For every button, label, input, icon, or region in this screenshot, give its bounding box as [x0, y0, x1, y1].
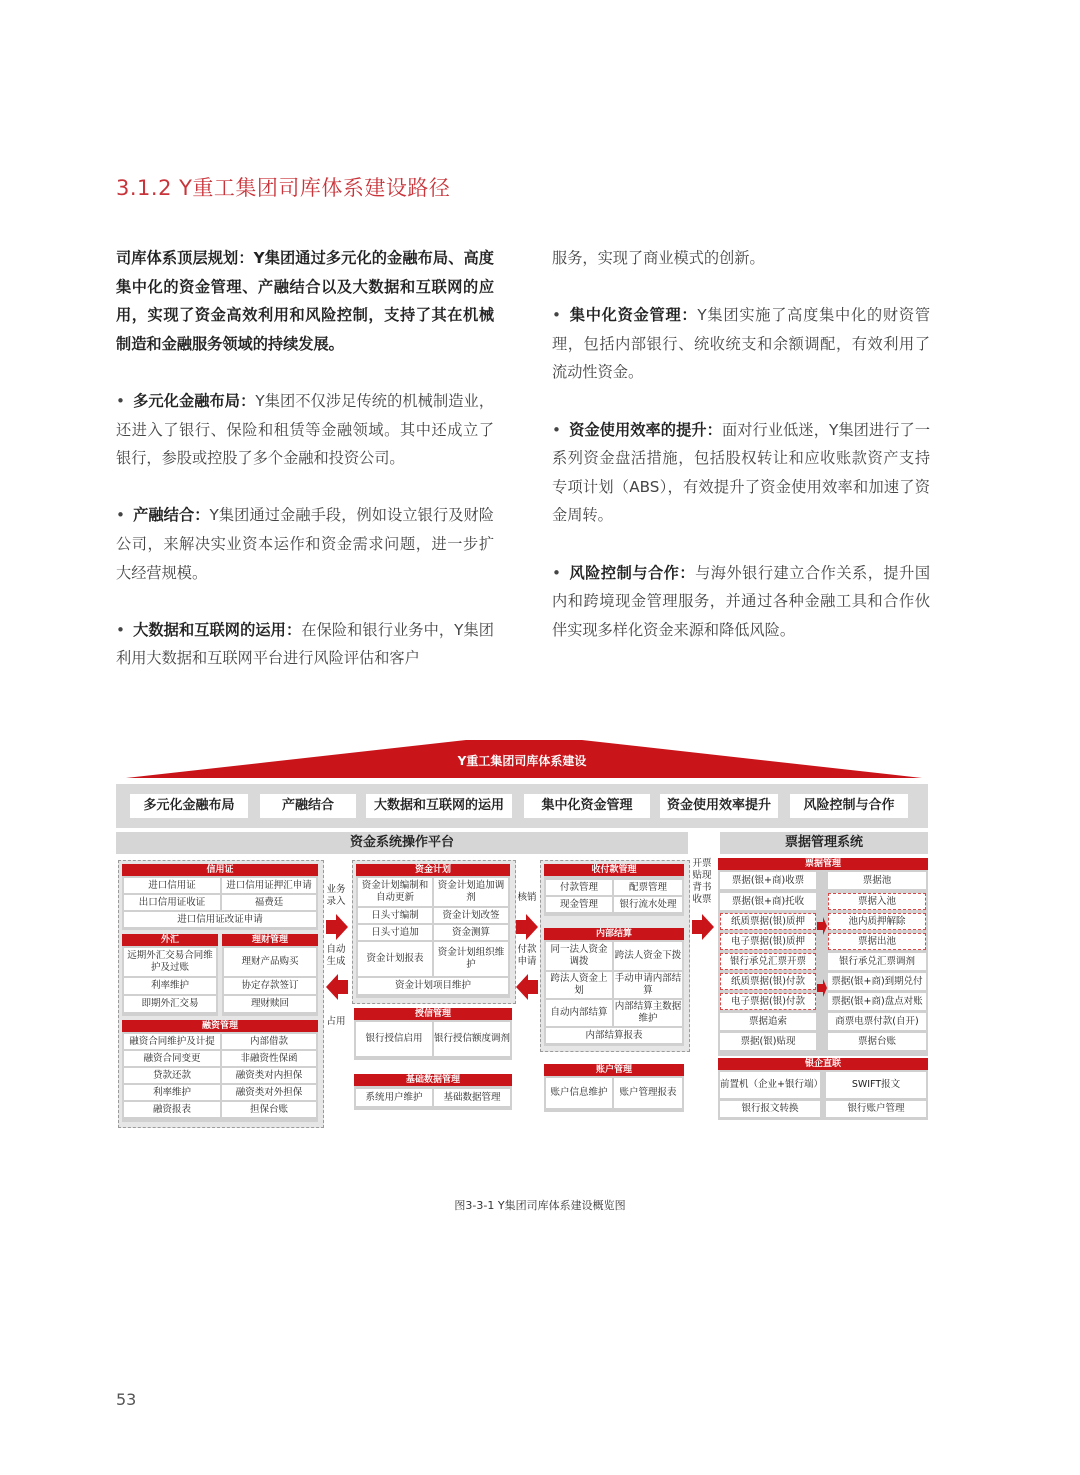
- credit-mgmt-section: [354, 1008, 512, 1060]
- bullet-paragraph: • 资金使用效率的提升：面对行业低迷，Y集团进行了一系列资金盘活措施，包括股权转让和应收账款资产支持专项计划（ABS），有效提升了资金使用效率和加速了资金周转。: [552, 420, 931, 525]
- section-title: 票据管理: [718, 858, 928, 870]
- right-arrow-icon: [516, 914, 538, 940]
- cell: 自动内部结算: [546, 1000, 612, 1026]
- bullet-icon: •: [552, 563, 561, 582]
- cell: 担保台账: [222, 1102, 316, 1117]
- cell: 前置机（企业+银行端）: [720, 1072, 820, 1098]
- cell: 利率维护: [124, 978, 216, 994]
- account-section: [544, 1064, 684, 1112]
- pillar-item: 资金使用效率提升: [660, 794, 778, 818]
- cell: 银行授信启用: [356, 1022, 432, 1056]
- bullet-paragraph: • 大数据和互联网的运用：在保险和银行业务中，Y集团利用大数据和互联网平台进行风险评估和客户: [116, 620, 494, 668]
- cell: 纸质票据(银)质押: [720, 913, 816, 930]
- cell: 票据出池: [828, 933, 926, 950]
- credit-section: [122, 864, 318, 930]
- section-title: 账户管理: [544, 1064, 684, 1076]
- flow-label: 付款申请: [517, 944, 537, 967]
- internal-settlement-section: [544, 928, 684, 1046]
- cell: 进口信用证: [124, 878, 220, 893]
- bank-direct-section: [718, 1058, 928, 1120]
- cell: 银行账户管理: [826, 1101, 926, 1117]
- flow-label: 核销: [517, 892, 537, 903]
- diagram-title: Y重工集团司库体系建设: [457, 754, 587, 768]
- cell: 商票电票付款(自开): [828, 1013, 926, 1030]
- cell: 电子票据(银)质押: [720, 933, 816, 950]
- cell: 基础数据管理: [434, 1089, 510, 1106]
- cell: 银行报文转换: [720, 1101, 820, 1117]
- receipt-section: [544, 864, 684, 916]
- cell: 远期外汇交易合同维护及过账: [124, 948, 216, 976]
- cell: 即期外汇交易: [124, 996, 216, 1012]
- cell: 出口信用证收证: [124, 895, 220, 910]
- bullet-paragraph: • 集中化资金管理：Y集团实施了高度集中化的财资管理，包括内部银行、统收统支和余额调配，有效利用了流动性资金。: [552, 306, 931, 382]
- bullet-icon: •: [552, 306, 561, 325]
- cell: 银行授信额度调剂: [434, 1022, 510, 1056]
- cell: 融资类对内担保: [222, 1068, 316, 1083]
- pillar-item: 集中化资金管理: [524, 794, 650, 818]
- section-title: 基础数据管理: [354, 1074, 512, 1086]
- fx-section: [122, 934, 218, 1016]
- cell: 理财产品购买: [224, 948, 316, 976]
- cell: 账户信息维护: [546, 1078, 612, 1108]
- cell: 电子票据(银)付款: [720, 993, 816, 1010]
- pillar-item: 风险控制与合作: [790, 794, 908, 818]
- flow-label: 开票贴现背书收票: [692, 858, 712, 905]
- cell: 内部结算主数据维护: [614, 1001, 682, 1024]
- bullet-icon: •: [116, 506, 125, 525]
- treasury-diagram: [116, 738, 928, 1128]
- flow-label: 自动生成: [326, 944, 346, 967]
- cell: 资金计划编制和自动更新: [358, 878, 432, 906]
- cell: 非融资性保函: [222, 1051, 316, 1066]
- right-arrow-icon: [326, 914, 348, 940]
- section-title: 银企直联: [718, 1058, 928, 1070]
- left-column: [116, 244, 494, 702]
- cell: 配票管理: [614, 880, 682, 895]
- section-title: 授信管理: [354, 1008, 512, 1020]
- figure-caption: 图3-3-1 Y集团司库体系建设概览图: [454, 1199, 626, 1212]
- financing-section: [122, 1020, 318, 1122]
- cell: 现金管理: [546, 897, 612, 912]
- cell: 理财赎回: [224, 996, 316, 1012]
- cell: 融资合同维护及计提: [124, 1034, 220, 1049]
- section-title: 理财管理: [222, 934, 318, 946]
- bill-section: [718, 858, 928, 1056]
- pillar-item: 大数据和互联网的运用: [366, 794, 512, 818]
- cell: 系统用户维护: [356, 1089, 432, 1106]
- section-title: 收付款管理: [544, 864, 684, 876]
- cell: 进口信用证改证申请: [124, 912, 316, 927]
- cell: SWIFT报文: [826, 1072, 926, 1098]
- continuation-paragraph: 服务，实现了商业模式的创新。: [552, 249, 765, 267]
- cell: 票据(银+商)收票: [720, 872, 816, 889]
- section-heading: 3.1.2 Y重工集团司库体系建设路径: [116, 176, 451, 200]
- section-title: 融资管理: [122, 1020, 318, 1032]
- plan-section: [356, 864, 510, 998]
- cell: 票据入池: [828, 893, 926, 910]
- pillar-row: [116, 784, 928, 828]
- cell: 融资类对外担保: [222, 1085, 316, 1100]
- cell: 票据台账: [828, 1033, 926, 1050]
- page-number: 53: [116, 1390, 137, 1409]
- cell: 资金计划报表: [358, 942, 432, 976]
- cell: 融资合同变更: [124, 1051, 220, 1066]
- bullet-icon: •: [116, 391, 125, 410]
- section-title: 资金计划: [356, 864, 510, 876]
- cell: 内部借款: [222, 1034, 316, 1049]
- cell: 福费廷: [222, 895, 316, 910]
- cell: 手动申请内部结算: [614, 973, 682, 996]
- cell: 票据(银+商)托收: [720, 893, 816, 910]
- cell: 贷款还款: [124, 1068, 220, 1083]
- section-title: 外汇: [122, 934, 218, 946]
- bullet-paragraph: • 风险控制与合作：与海外银行建立合作关系，提升国内和跨境现金管理服务，并通过各种金融工具和合作伙伴实现多样化资金来源和降低风险。: [552, 563, 931, 639]
- cell: 日头寸编制: [358, 908, 432, 923]
- intro-paragraph: 司库体系顶层规划：Y集团通过多元化的金融布局、高度集中化的资金管理、产融结合以及大数据和互联网的应用，实现了资金高效利用和风险控制，支持了其在机械制造和金融服务领域的持续发展。: [116, 249, 494, 353]
- base-data-section: [354, 1074, 512, 1110]
- cell: 票据池: [828, 872, 926, 889]
- section-title: 信用证: [122, 864, 318, 876]
- flow-label: 业务录入: [326, 884, 346, 907]
- cell: 纸质票据(银)付款: [720, 973, 816, 990]
- cell: 利率维护: [124, 1085, 220, 1100]
- cell: 进口信用证押汇申请: [222, 878, 316, 893]
- cell: 银行承兑汇票调剂: [828, 953, 926, 970]
- cell: 同一法人资金调拨: [546, 942, 612, 970]
- cell: 资金计划追加调剂: [434, 878, 508, 906]
- cell: 资金计划组织维护: [434, 942, 508, 976]
- cell: 融资报表: [124, 1102, 220, 1117]
- cell: 跨法人资金下拨: [614, 942, 682, 970]
- section-title: 内部结算: [544, 928, 684, 940]
- cell: 协定存款签订: [224, 978, 316, 994]
- bill-arrows-icon: [817, 914, 827, 1008]
- cell: 资金计划改签: [434, 908, 508, 923]
- right-arrow-icon: [692, 914, 714, 940]
- cell: 账户管理报表: [614, 1078, 682, 1108]
- cell: 银行承兑汇票开票: [720, 953, 816, 970]
- bullet-paragraph: • 产融结合：Y集团通过金融手段，例如设立银行及财险公司，来解决实业资本运作和资金需求问题，进一步扩大经营规模。: [116, 506, 494, 582]
- cell: 资金测算: [434, 925, 508, 940]
- pillar-item: 多元化金融布局: [130, 794, 248, 818]
- cell: 票据(银)贴现: [720, 1033, 816, 1050]
- cell: 资金计划项目维护: [358, 978, 508, 994]
- platform-title: 资金系统操作平台: [116, 832, 688, 854]
- cell: 日头寸追加: [358, 925, 432, 940]
- cell: 票据(银+商)盘点对账: [828, 993, 926, 1010]
- cell: 跨法人资金上划: [546, 972, 612, 998]
- bullet-paragraph: • 多元化金融布局：Y集团不仅涉足传统的机械制造业，还进入了银行、保险和租赁等金融领域。其中还成立了银行，参股或控股了多个金融和投资公司。: [116, 391, 495, 468]
- flow-label: 占用: [326, 1016, 346, 1027]
- right-column: [552, 244, 930, 673]
- bullet-icon: •: [552, 420, 561, 439]
- pillar-item: 产融结合: [260, 794, 356, 818]
- cell: 内部结算报表: [546, 1028, 682, 1043]
- bill-system-title: 票据管理系统: [720, 832, 928, 854]
- cell: 票据追索: [720, 1013, 816, 1030]
- bullet-icon: •: [116, 620, 125, 639]
- cell: 池内质押解除: [828, 913, 926, 930]
- cell: 银行流水处理: [614, 897, 682, 912]
- left-arrow-icon: [326, 974, 348, 1000]
- cell: 票据(银+商)到期兑付: [828, 973, 926, 990]
- left-arrow-icon: [516, 974, 538, 1000]
- cell: 付款管理: [546, 880, 612, 895]
- wealth-section: [222, 934, 318, 1016]
